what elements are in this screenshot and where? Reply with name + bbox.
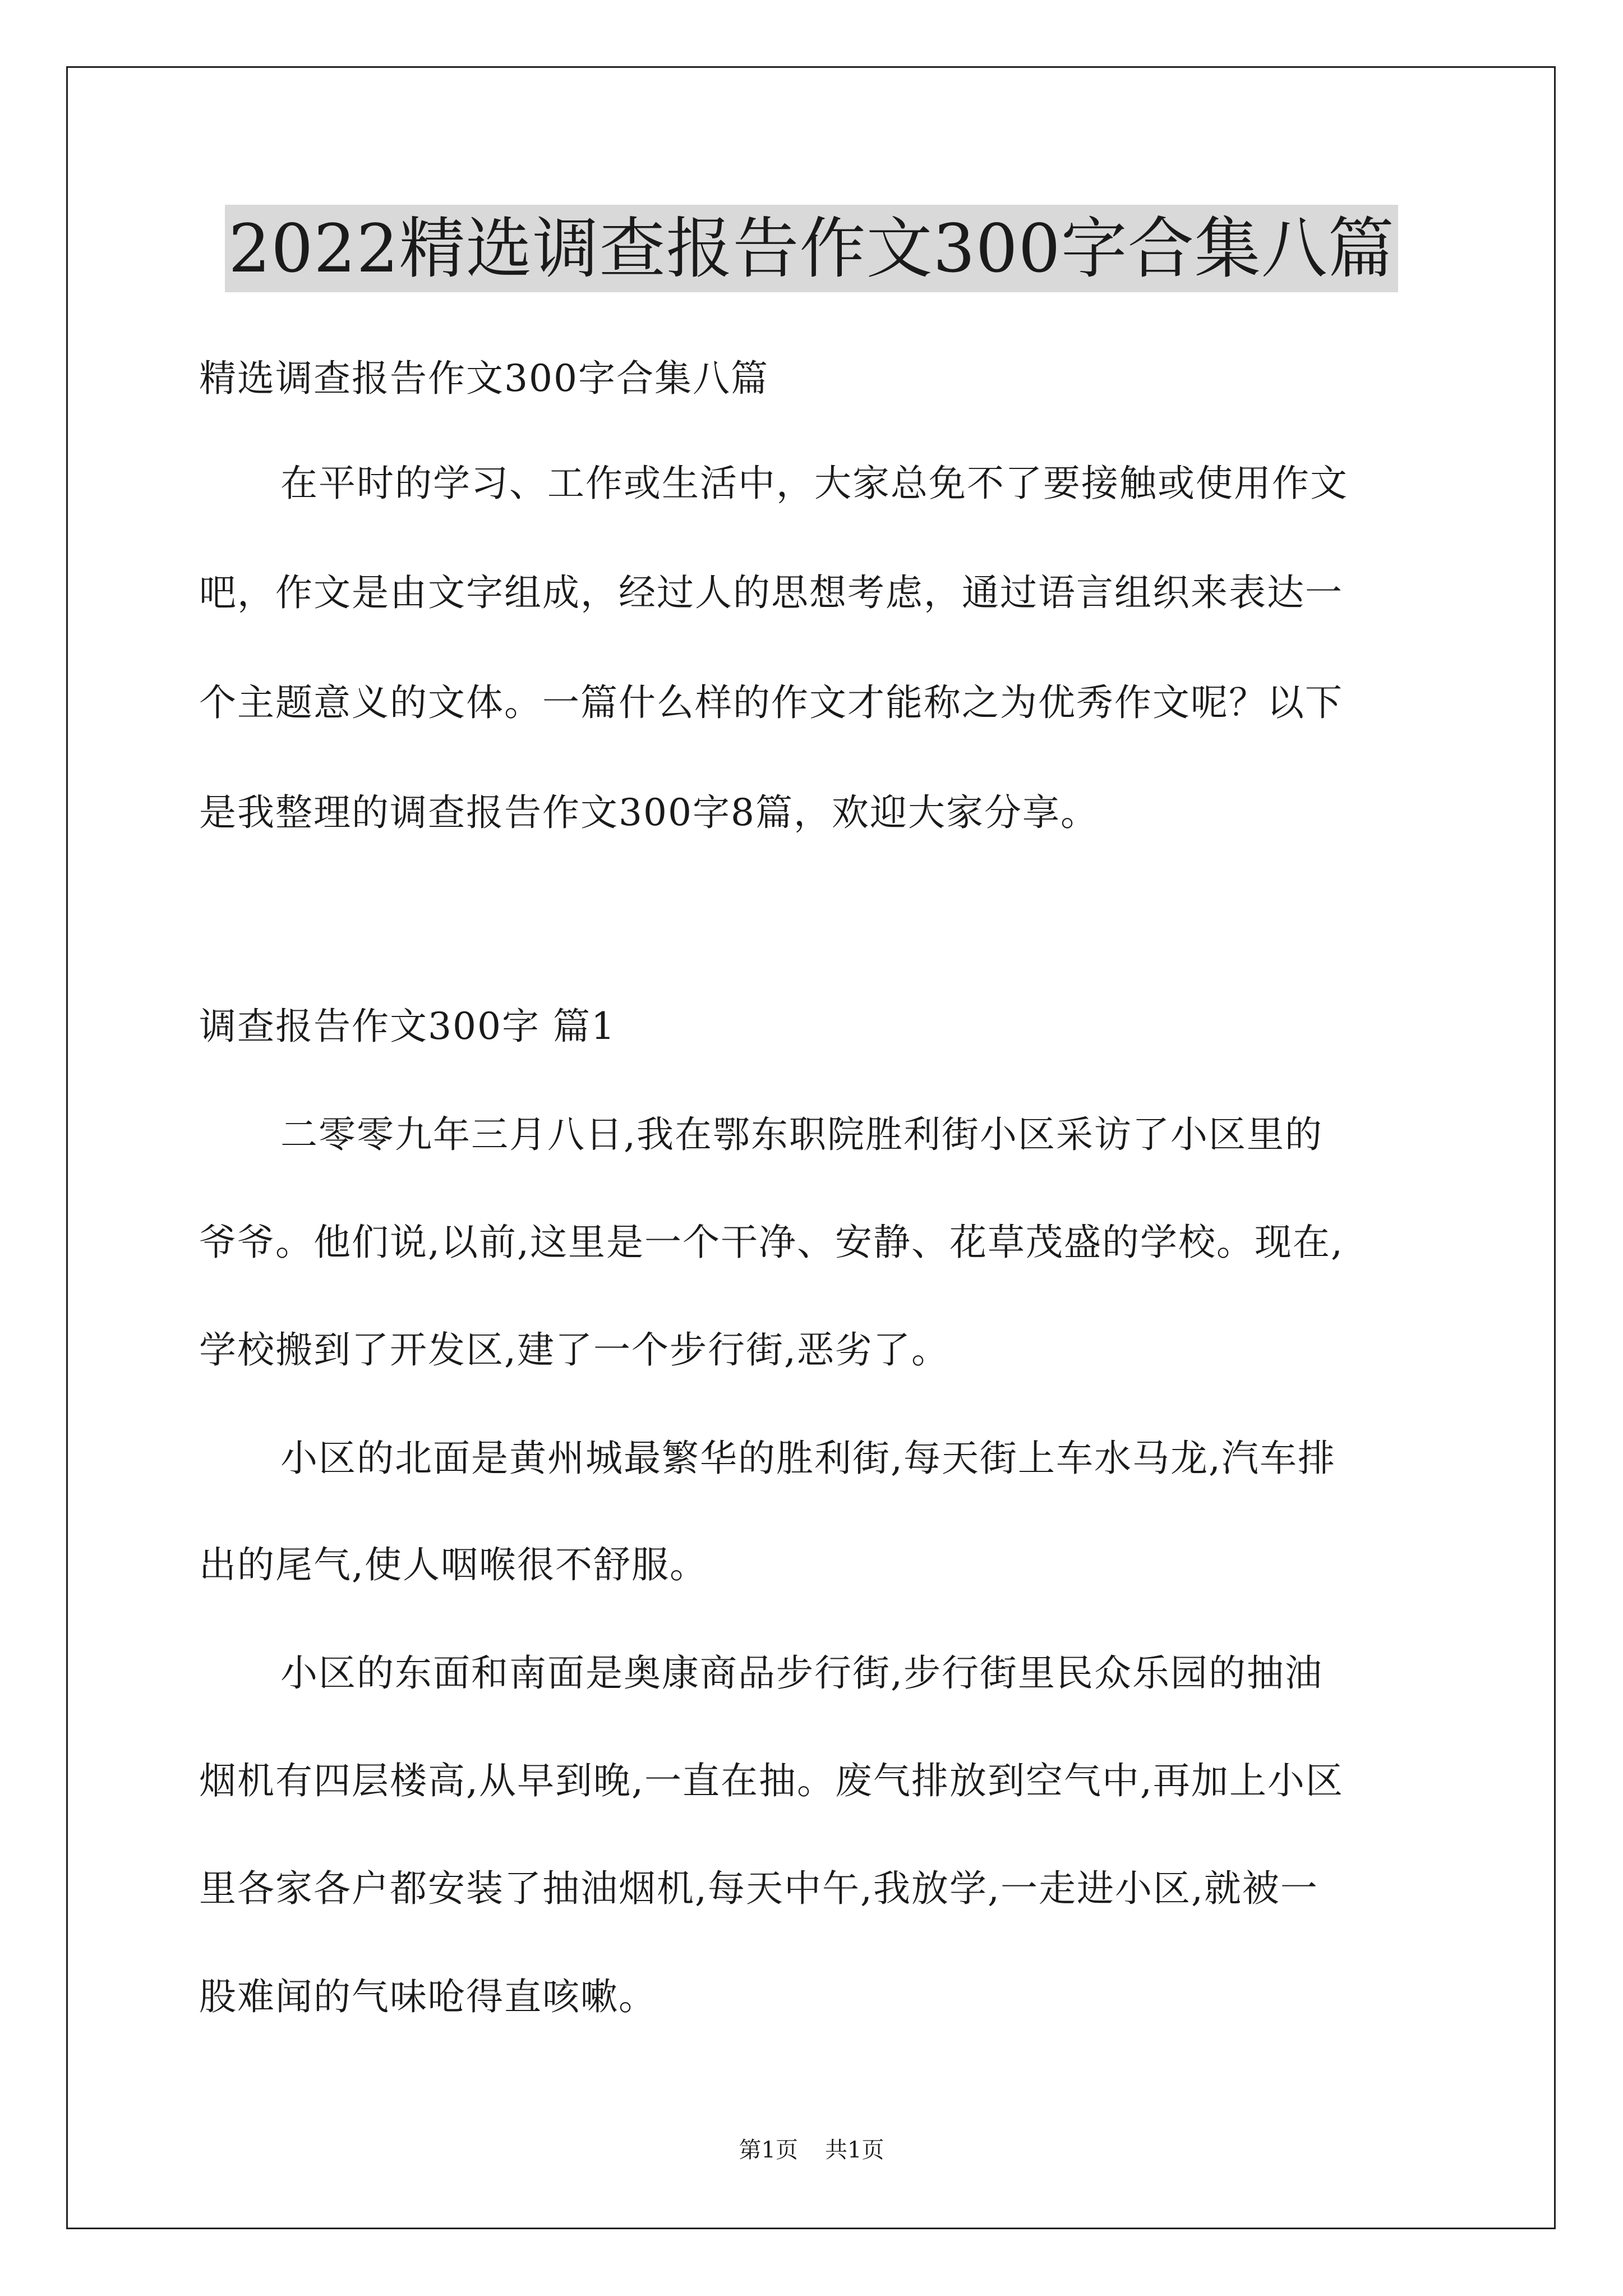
page-footer — [0, 2134, 1623, 2166]
intro-line-1: 在平时的学习、工作或生活中，大家总免不了要接触或使用作文 — [280, 462, 1348, 505]
paragraph3-line-4: 股难闻的气味呛得直咳嗽。 — [199, 1975, 657, 2018]
page-total: 共1页 — [825, 2137, 884, 2163]
paragraph3-line-2: 烟机有四层楼高,从早到晚,一直在抽。废气排放到空气中,再加上小区 — [199, 1759, 1344, 1802]
document-title: 2022精选调查报告作文300字合集八篇 — [225, 205, 1398, 292]
intro-line-2: 吧，作文是由文字组成，经过人的思想考虑，通过语言组织来表达一 — [199, 571, 1343, 614]
section-heading: 调查报告作文300字 篇1 — [199, 1005, 616, 1048]
intro-line-3: 个主题意义的文体。一篇什么样的作文才能称之为优秀作文呢？以下 — [199, 681, 1343, 724]
paragraph3-line-1: 小区的东面和南面是奥康商品步行街,步行街里民众乐园的抽油 — [280, 1651, 1323, 1695]
paragraph2-line-2: 出的尾气,使人咽喉很不舒服。 — [199, 1543, 708, 1586]
document-subtitle: 精选调查报告作文300字合集八篇 — [199, 357, 769, 400]
paragraph1-line-1: 二零零九年三月八日,我在鄂东职院胜利街小区采访了小区里的 — [280, 1113, 1323, 1156]
intro-line-4: 是我整理的调查报告作文300字8篇，欢迎大家分享。 — [199, 791, 1099, 834]
title-container — [0, 205, 1623, 292]
paragraph1-line-2: 爷爷。他们说,以前,这里是一个干净、安静、花草茂盛的学校。现在, — [199, 1221, 1344, 1264]
paragraph2-line-1: 小区的北面是黄州城最繁华的胜利街,每天街上车水马龙,汽车排 — [280, 1437, 1336, 1480]
page-number: 第1页 — [739, 2137, 798, 2163]
paragraph3-line-3: 里各家各户都安装了抽油烟机,每天中午,我放学,一走进小区,就被一 — [199, 1867, 1318, 1910]
paragraph1-line-3: 学校搬到了开发区,建了一个步行街,恶劣了。 — [199, 1328, 949, 1372]
